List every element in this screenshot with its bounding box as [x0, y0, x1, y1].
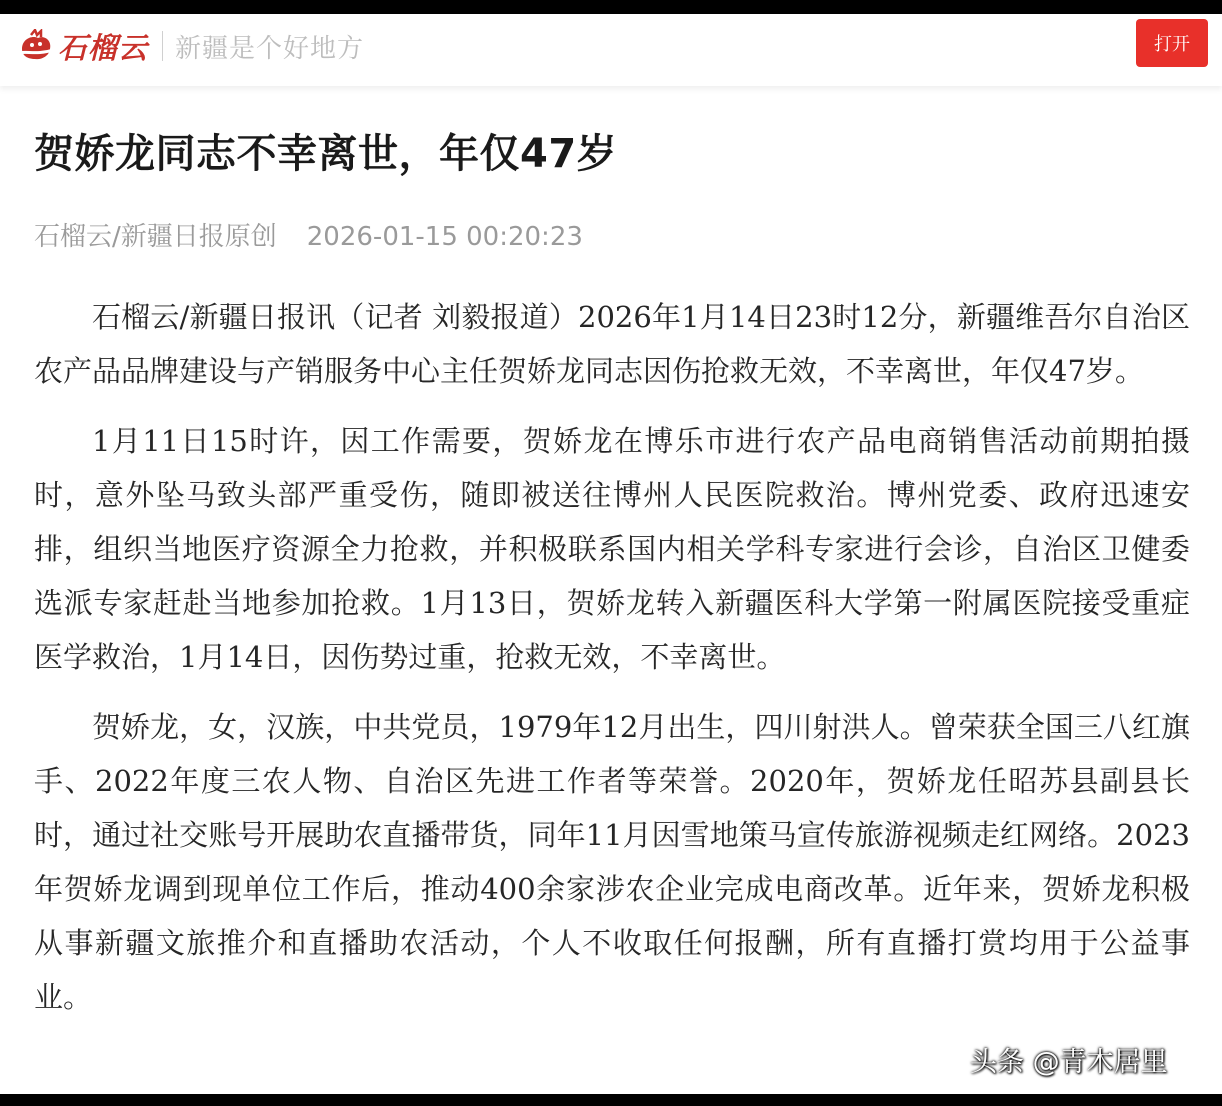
- logo-text: 石榴云: [58, 30, 149, 65]
- article-source[interactable]: 石榴云/新疆日报原创: [34, 222, 277, 252]
- pomegranate-logo-icon: [16, 29, 56, 63]
- article-paragraph: 石榴云/新疆日报讯（记者 刘毅报道）2026年1月14日23时12分，新疆维吾尔自治区农产品品牌建设与产销服务中心主任贺娇龙同志因伤抢救无效，不幸离世，年仅47岁。: [34, 300, 1190, 388]
- top-bar: [0, 14, 1222, 86]
- article-datetime: 2026-01-15 00:20:23: [306, 222, 583, 252]
- slogan: 新疆是个好地方: [175, 33, 365, 64]
- article-paragraph: 贺娇龙，女，汉族，中共党员，1979年12月出生，四川射洪人。曾荣获全国三八红旗手、2022年度三农人物、自治区先进工作者等荣誉。2020年，贺娇龙任昭苏县副县长时，通过社交账号开展助农直播带货，同年11月因雪地策马宣传旅游视频走红网络。2023年贺娇龙调到现单位工作后，推动400余家涉农企业完成电商改革。近年来，贺娇龙积极从事新疆文旅推介和直播助农活动，个人不收取任何报酬，所有直播打赏均用于公益事业。: [34, 710, 1190, 1014]
- article-title: 贺娇龙同志不幸离世，年仅47岁: [34, 131, 618, 177]
- logo-divider: [162, 31, 163, 61]
- open-app-button[interactable]: 打开: [1136, 19, 1208, 67]
- site-logo[interactable]: [16, 26, 364, 66]
- article-body: [34, 290, 1190, 1040]
- article-meta: [34, 216, 583, 253]
- screen: [0, 14, 1222, 1094]
- article-paragraph: 1月11日15时许，因工作需要，贺娇龙在博乐市进行农产品电商销售活动前期拍摄时，意外坠马致头部严重受伤，随即被送往博州人民医院救治。博州党委、政府迅速安排，组织当地医疗资源全力抢救，并积极联系国内相关学科专家进行会诊，自治区卫健委选派专家赶赴当地参加抢救。1月13日，贺娇龙转入新疆医科大学第一附属医院接受重症医学救治，1月14日，因伤势过重，抢救无效，不幸离世。: [34, 424, 1190, 674]
- watermark: 头条 @青木居里: [970, 1047, 1168, 1078]
